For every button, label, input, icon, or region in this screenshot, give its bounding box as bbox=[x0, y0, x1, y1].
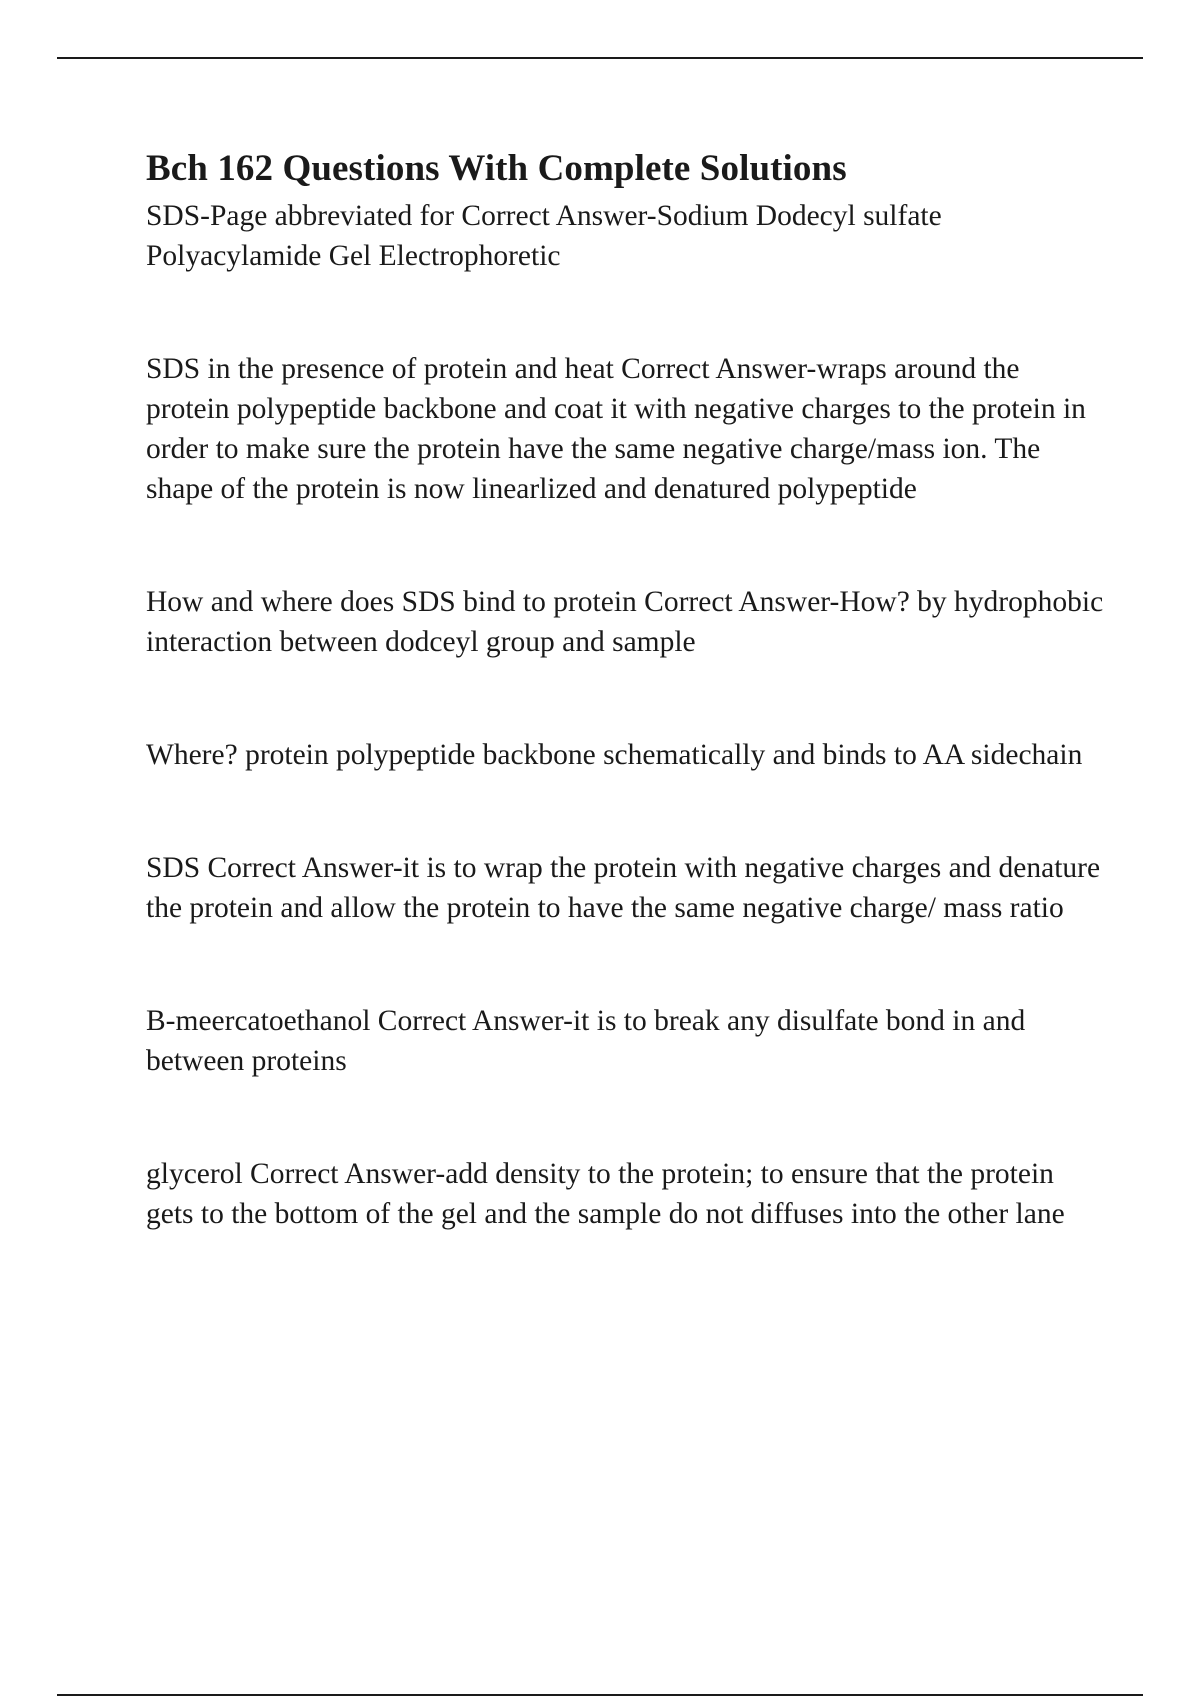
top-rule bbox=[57, 57, 1143, 59]
document-title: Bch 162 Questions With Complete Solutions bbox=[146, 148, 847, 189]
qa-entry-sds-binding-where: Where? protein polypeptide backbone schematically and binds to AA sidechain bbox=[146, 739, 1083, 771]
qa-entry-glycerol: glycerol Correct Answer-add density to the protein; to ensure that the protein gets to the bottom of the gel and the sample do not diffuses into the other lane bbox=[146, 1158, 1065, 1230]
qa-entry-sds-page-abbreviation: SDS-Page abbreviated for Correct Answer-Sodium Dodecyl sulfate Polyacylamide Gel Electrophoretic bbox=[146, 200, 942, 272]
qa-entry-sds-binding-how: How and where does SDS bind to protein Correct Answer-How? by hydrophobic interaction between dodceyl group and sample bbox=[146, 586, 1104, 658]
qa-entry-b-meercatoethanol: B-meercatoethanol Correct Answer-it is to break any disulfate bond in and between proteins bbox=[146, 1005, 1026, 1077]
qa-entry-sds-protein-heat: SDS in the presence of protein and heat Correct Answer-wraps around the protein polypeptide backbone and coat it with negative charges to the protein in order to make sure the protein have the same negative charge/mass ion. The shape of the protein is now linearlized and denatured polypeptide bbox=[146, 353, 1086, 505]
bottom-rule bbox=[57, 1694, 1143, 1696]
qa-entry-sds-purpose: SDS Correct Answer-it is to wrap the protein with negative charges and denature the protein and allow the protein to have the same negative charge/ mass ratio bbox=[146, 852, 1101, 924]
document-body bbox=[146, 146, 1106, 1234]
